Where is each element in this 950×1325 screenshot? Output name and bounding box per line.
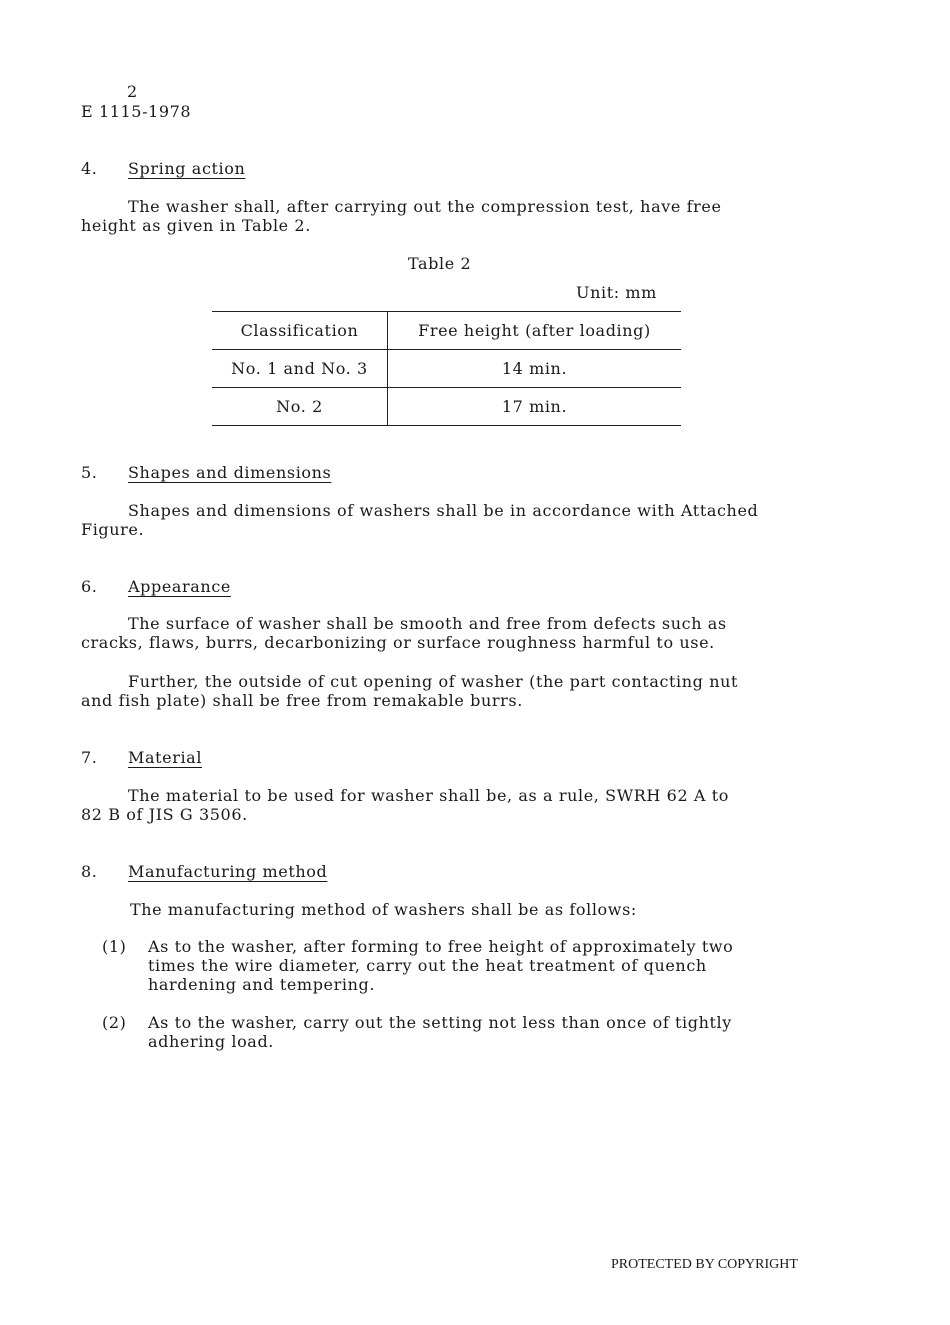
copyright-notice: PROTECTED BY COPYRIGHT: [611, 1257, 798, 1272]
table-cell-free-height: 17 min.: [388, 388, 682, 426]
list-item: As to the washer, after forming to free height of approximately two times the wire diameter, carry out the heat treatment of quench hardening and tempering.: [148, 937, 734, 994]
section-number: 5.: [81, 463, 98, 482]
section-number: 7.: [81, 748, 98, 767]
section-title-manufacturing: Manufacturing method: [128, 862, 328, 881]
table-cell-classification: No. 2: [212, 388, 388, 426]
list-item: As to the washer, carry out the setting not less than once of tightly adhering load.: [148, 1013, 732, 1051]
section-title-spring-action: Spring action: [128, 159, 246, 178]
paragraph-material: The material to be used for washer shall be, as a rule, SWRH 62 A to 82 B of JIS G 3506.: [81, 786, 730, 824]
section-title-appearance: Appearance: [128, 577, 231, 596]
table-cell-free-height: 14 min.: [388, 350, 682, 388]
table-header-row: [212, 312, 681, 350]
table-caption: Table 2: [408, 254, 472, 273]
table-cell-classification: No. 1 and No. 3: [212, 350, 388, 388]
paragraph-manufacturing-intro: The manufacturing method of washers shall be as follows:: [130, 900, 637, 919]
table-row: [212, 350, 681, 388]
document-id: E 1115-1978: [81, 102, 192, 121]
paragraph-appearance-1: The surface of washer shall be smooth and free from defects such as cracks, flaws, burrs, decarbonizing or surface roughness harmful to use.: [81, 614, 727, 652]
section-number: 8.: [81, 862, 98, 881]
section-number: 6.: [81, 577, 98, 596]
paragraph-spring-action: The washer shall, after carrying out the compression test, have free height as given in Table 2.: [81, 197, 722, 235]
section-number: 4.: [81, 159, 98, 178]
column-header-free-height: Free height (after loading): [388, 312, 682, 350]
table-unit: Unit: mm: [576, 283, 657, 302]
column-header-classification: Classification: [212, 312, 388, 350]
list-item-number: (2): [102, 1013, 127, 1032]
page-number: 2: [127, 82, 138, 101]
section-title-material: Material: [128, 748, 203, 767]
table-free-height: [212, 311, 681, 426]
paragraph-appearance-2: Further, the outside of cut opening of washer (the part contacting nut and fish plate) shall be free from remakable burrs.: [81, 672, 739, 710]
list-item-number: (1): [102, 937, 127, 956]
table-row: [212, 388, 681, 426]
section-title-shapes: Shapes and dimensions: [128, 463, 332, 482]
paragraph-shapes: Shapes and dimensions of washers shall be in accordance with Attached Figure.: [81, 501, 759, 539]
